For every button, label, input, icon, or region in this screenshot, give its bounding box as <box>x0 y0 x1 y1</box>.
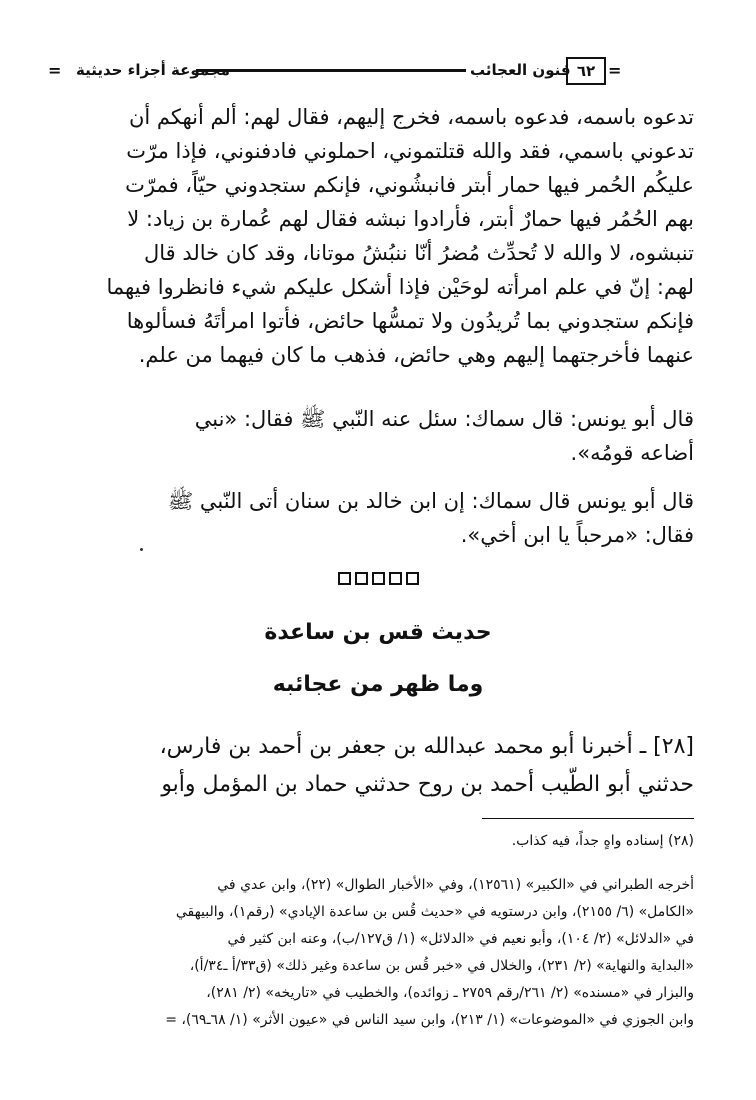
chapter-title: فنون العجائب <box>470 61 571 79</box>
text-line: [٢٨] ـ أخبرنا أبو محمد عبدالله بن جعفر بن أحمد بن فارس، <box>159 734 694 759</box>
text-line: فقال: «مرحباً يا ابن أخي». <box>460 523 694 547</box>
text-line: بهم الحُمُر فيها حمارٌ أبتر، فأرادوا نبشه فقال لهم عُمارة بن زياد: لا <box>127 207 694 231</box>
separator-square-icon <box>389 572 402 585</box>
section-title-line-2: وما ظهر من عجائبه <box>272 672 484 697</box>
text-line: حدثني أبو الطّيب أحمد بن روح حدثني حماد بن المؤمل وأبو <box>161 772 694 797</box>
text-line: عليكُم الحُمر فيها حمار أبتر فانبشُوني، فإنكم ستجدوني حيّاً، فمرّت <box>125 173 694 197</box>
text-line: قال أبو يونس: قال سماك: سئل عنه النّبي ﷺ فقال: «نبي <box>194 407 694 431</box>
footnote-line: وابن الجوزي في «الموضوعات» (١/ ٢١٣)، وابن سيد الناس في «عيون الأثر» (١/ ٦٨ـ٦٩)، = <box>165 1012 694 1028</box>
footnote-line: (٢٨) إسناده واهٍ جداً، فيه كذاب. <box>511 833 694 849</box>
footnote-1 <box>58 828 694 855</box>
running-header <box>48 56 712 86</box>
text-line: عنهما فأخرجتهما إليهم وهي حائض، فذهب ما كان فيهما من علم. <box>138 343 694 367</box>
header-mark-right: = <box>608 61 622 80</box>
collection-title: مجموعة أجزاء حديثية <box>76 61 230 79</box>
print-speck <box>140 548 143 551</box>
text-line: تدعوني باسمي، فقد والله قتلتموني، احملوني فادفنوني، فإذا مرّت <box>126 139 694 163</box>
footnote-line: «البداية والنهاية» (٢/ ٢٣١)، والخلال في «خبر قُس بن ساعدة وغير ذلك» (ق٣٣/أ ـ٣٤/أ)، <box>189 958 694 974</box>
text-line: فإنكم ستجدوني بما تُريدُون ولا تمسُّها حائض، فأتوا امرأتَهُ فسألوها <box>126 309 694 333</box>
paragraph-2 <box>58 402 694 470</box>
separator-square-icon <box>406 572 419 585</box>
separator-square-icon <box>338 572 351 585</box>
separator-square-icon <box>372 572 385 585</box>
text-line: تدعوه باسمه، فدعوه باسمه، فخرج إليهم، فقال لهم: ألم أنهكم أن <box>128 105 694 129</box>
footnote-2 <box>58 872 694 1034</box>
footnote-line: والبزار في «مسنده» (٢/ ٢٦١/رقم ٢٧٥٩ ـ زوائده)، والخطيب في «تاريخه» (٢/ ٢٨١)، <box>206 985 694 1001</box>
text-line: تنبشوه، لا والله لا تُحدِّث مُضرُ أنّا ننبُشُ موتانا، وقد كان خالد قال <box>143 241 694 265</box>
footnote-rule <box>482 818 694 819</box>
footnote-line: «الكامل» (٦/ ٢١٥٥)، وابن درستويه في «حديث قُس بن ساعدة الإيادي» (رقم١)، والبيهقي <box>175 904 694 920</box>
footnote-line: أخرجه الطبراني في «الكبير» (١٢٥٦١)، وفي «الأخبار الطوال» (٢٢)، وابن عدي في <box>217 877 694 893</box>
header-mark-left: = <box>48 61 62 80</box>
footnote-line: في «الدلائل» (٢/ ١٠٤)، وأبو نعيم في «الدلائل» (١/ ق١٢٧/ب)، وعنه ابن كثير في <box>227 931 694 947</box>
paragraph-1 <box>58 100 694 372</box>
text-line: قال أبو يونس قال سماك: إن ابن خالد بن سنان أتى النّبي ﷺ <box>167 489 694 513</box>
paragraph-4 <box>58 728 694 804</box>
paragraph-3 <box>58 484 694 552</box>
separator-square-icon <box>355 572 368 585</box>
text-line: لهم: إنّ في علم امرأته لوحَيْن فإذا أشكل عليكم شيء فانظروا فيهما <box>106 275 694 299</box>
text-line: أضاعه قومُه». <box>570 441 694 465</box>
header-rule <box>196 69 466 72</box>
section-title-line-1: حديث قس بن ساعدة <box>264 620 492 645</box>
section-separator <box>0 566 756 590</box>
page-number: ٦٢ <box>566 57 606 85</box>
